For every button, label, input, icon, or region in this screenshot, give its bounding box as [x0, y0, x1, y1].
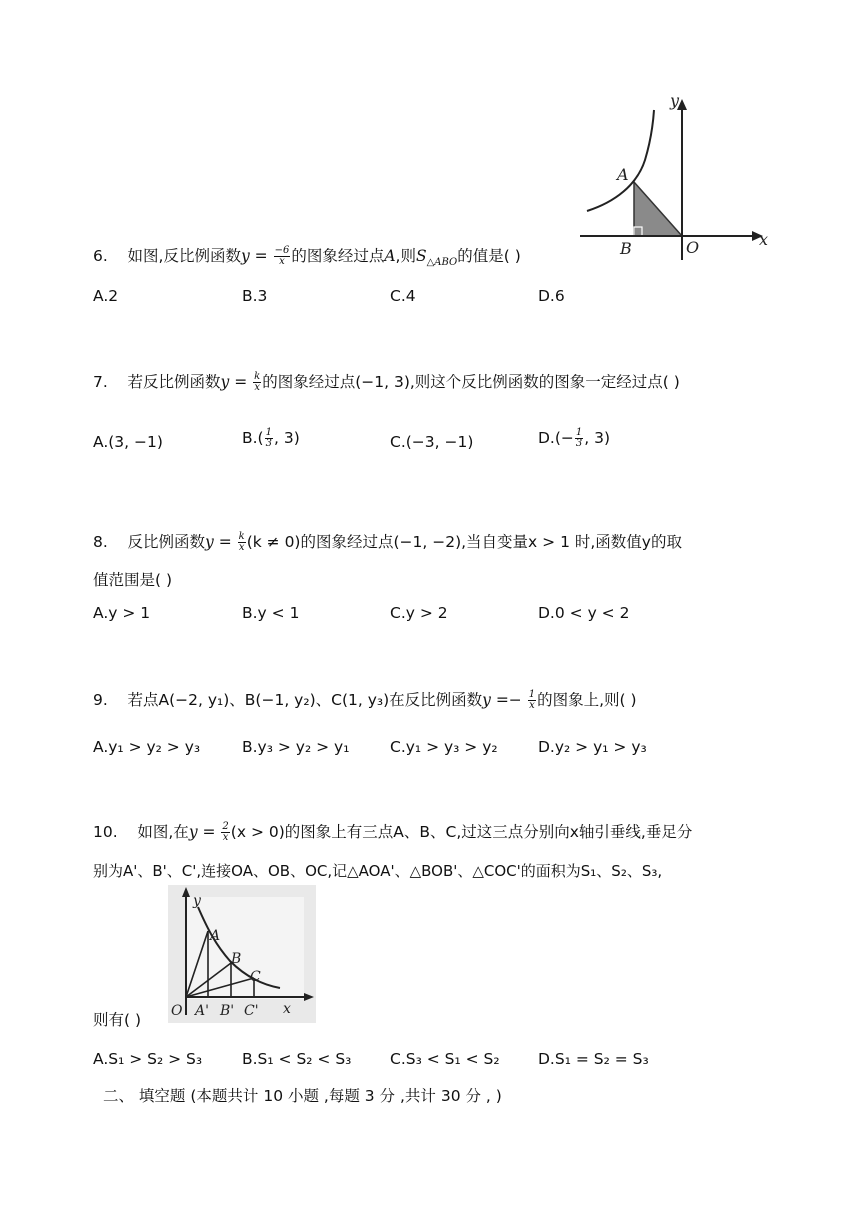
q6-label-y: y: [670, 91, 680, 110]
q9-option-b[interactable]: B.y₃ > y₂ > y₁: [242, 738, 350, 756]
q9-number: 9.: [93, 691, 108, 709]
q8-fraction: $\frac{k}{x}$: [238, 531, 245, 553]
q9-option-a[interactable]: A.y₁ > y₂ > y₃: [93, 738, 201, 756]
q10-line-2: 别为A'、B'、C',连接OA、OB、OC,记△AOA'、△BOB'、△COC'的面积为S₁、S₂、S₃,: [93, 862, 663, 880]
question-9: [93, 688, 637, 711]
q10-label-c-prime: C': [244, 1003, 259, 1019]
q7-number: 7.: [93, 373, 108, 391]
q10-label-b-prime: B': [220, 1003, 235, 1019]
q7-option-d[interactable]: D.(− $\frac{1}{3}$ , 3): [538, 427, 611, 449]
q10-func-y: y =: [188, 823, 221, 841]
q6-text-after: 的值是( ): [457, 247, 521, 265]
q10-option-c[interactable]: C.S₃ < S₁ < S₂: [390, 1050, 500, 1068]
q8-text-after: (k ≠ 0)的图象经过点(−1, −2),当自变量x > 1 时,函数值y的取: [246, 533, 682, 551]
q7-option-c[interactable]: C.(−3, −1): [390, 433, 474, 451]
q6-func-y: y =: [240, 247, 273, 265]
q10-option-d[interactable]: D.S₁ = S₂ = S₃: [538, 1050, 649, 1068]
q7-option-b[interactable]: B.( $\frac{1}{3}$ , 3): [242, 427, 300, 449]
q6-area-sub: △ABO: [426, 257, 458, 268]
question-10: [93, 820, 692, 843]
q7-option-a[interactable]: A.(3, −1): [93, 433, 163, 451]
q10-label-a: A: [210, 928, 221, 944]
q10-number: 10.: [93, 823, 118, 841]
q6-point: A: [384, 247, 396, 265]
section-2-heading: 二、 填空题 (本题共计 10 小题 ,每题 3 分 ,共计 30 分 , ): [103, 1087, 502, 1105]
q6-label-x: x: [759, 230, 769, 249]
q10-figure: [168, 885, 316, 1023]
q8-option-a[interactable]: A.y > 1: [93, 604, 151, 622]
q7-fraction: $\frac{k}{x}$: [254, 371, 261, 393]
q8-line-2: 值范围是( ): [93, 571, 173, 589]
q8-number: 8.: [93, 533, 108, 551]
q6-figure: [575, 90, 775, 265]
q6-fraction: $\frac{-6}{x}$: [274, 245, 290, 267]
q6-number: 6.: [93, 247, 108, 265]
q10-option-b[interactable]: B.S₁ < S₂ < S₃: [242, 1050, 352, 1068]
q7-text-after: 的图象经过点(−1, 3),则这个反比例函数的图象一定经过点( ): [262, 373, 680, 391]
q10-text-before: 如图,在: [137, 823, 189, 841]
q10-label-o: O: [171, 1003, 183, 1019]
q10-fraction: $\frac{2}{x}$: [222, 821, 229, 843]
q8-option-b[interactable]: B.y < 1: [242, 604, 300, 622]
q8-option-c[interactable]: C.y > 2: [390, 604, 448, 622]
q9-text-after: 的图象上,则( ): [537, 691, 637, 709]
q6-option-c[interactable]: C.4: [390, 287, 416, 305]
q10-label-x: x: [283, 1001, 291, 1017]
q6-option-b[interactable]: B.3: [242, 287, 268, 305]
q10-option-a[interactable]: A.S₁ > S₂ > S₃: [93, 1050, 203, 1068]
q6-option-d[interactable]: D.6: [538, 287, 565, 305]
q10-line-3: 则有( ): [93, 1011, 142, 1029]
q6-option-a[interactable]: A.2: [93, 287, 119, 305]
q10-text-after: (x > 0)的图象上有三点A、B、C,过这三点分别向x轴引垂线,垂足分: [230, 823, 693, 841]
q6-text-before: 如图,反比例函数: [127, 247, 241, 265]
q8-text-before: 反比例函数: [127, 533, 206, 551]
question-6: [93, 244, 521, 268]
question-8: [93, 530, 682, 553]
q10-label-b: B: [231, 951, 242, 967]
q6-label-a: A: [617, 165, 629, 184]
q7-func-y: y =: [220, 373, 253, 391]
q6-text-then: ,则: [395, 247, 416, 265]
q10-label-y: y: [193, 893, 201, 909]
q9-fraction: $\frac{1}{x}$: [528, 689, 536, 711]
q6-text-mid: 的图象经过点: [291, 247, 385, 265]
q8-func-y: y =: [205, 533, 237, 551]
q7-text-before: 若反比例函数: [127, 373, 221, 391]
q6-area-symbol: S: [415, 247, 427, 265]
q10-label-c: C: [250, 969, 261, 985]
q6-label-b: B: [620, 239, 632, 258]
q9-func-y: y =−: [482, 691, 527, 709]
q9-option-c[interactable]: C.y₁ > y₃ > y₂: [390, 738, 498, 756]
q10-label-a-prime: A': [195, 1003, 209, 1019]
q6-label-o: O: [686, 238, 700, 257]
question-7: [93, 370, 680, 393]
q9-option-d[interactable]: D.y₂ > y₁ > y₃: [538, 738, 647, 756]
q9-text-before: 若点A(−2, y₁)、B(−1, y₂)、C(1, y₃)在反比例函数: [127, 691, 483, 709]
q8-option-d[interactable]: D.0 < y < 2: [538, 604, 630, 622]
